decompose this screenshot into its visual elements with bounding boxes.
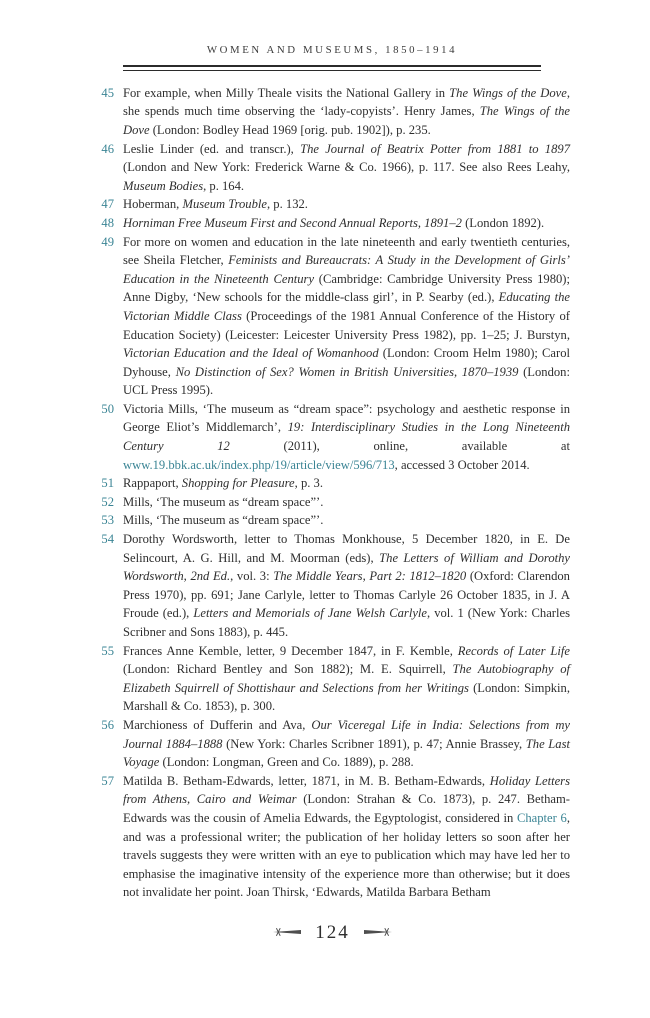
note-run: (London: UCL Press 1995). [123, 364, 570, 398]
endnote [95, 493, 570, 512]
note-text [123, 642, 570, 716]
note-text [123, 84, 570, 140]
note-run: (2011), online, available at [229, 439, 570, 454]
note-text [123, 474, 570, 493]
note-run: Mills, ‘The museum as “dream space”’. [123, 513, 324, 528]
note-number: 53 [101, 513, 114, 528]
note-run: For more on women and education in the late nineteenth and early twentieth centuries, see Sheila Fletcher, [123, 234, 570, 268]
note-run: (London: Croom Helm 1980); Carol Dyhouse, [123, 346, 571, 379]
note-number: 50 [101, 401, 114, 416]
page-number: 124 [315, 921, 350, 943]
note-number: 46 [101, 141, 114, 156]
endnote [95, 214, 570, 233]
italic-title: The Letters of William and Dorothy Wordsworth, 2nd Ed. [123, 550, 570, 584]
note-run: Rappaport, [123, 476, 182, 491]
italic-title: Victorian Education and the Ideal of Womanhood [123, 346, 379, 361]
endnote [95, 530, 570, 642]
note-run: Mills, ‘The museum as “dream space”’. [123, 494, 324, 509]
italic-title: The Wings of the Dove [123, 104, 570, 137]
note-run: (London: Richard Bentley and Son 1882); M. E. Squirrell, [123, 662, 453, 677]
note-number: 48 [101, 215, 114, 230]
endnote [95, 716, 570, 772]
note-run: (London: Longman, Green and Co. 1889), p. 288. [159, 755, 414, 770]
note-run: (Proceedings of the 1981 Annual Conference of the History of Education Society) (Leicester: Leicester University Press 1982), pp. 1–25; J. Burstyn, [123, 308, 570, 342]
note-text [123, 511, 570, 530]
italic-title: Letters and Memorials of Jane Welsh Carlyle [193, 606, 427, 621]
note-run: , p. 3. [294, 476, 323, 491]
note-run: (London: Strahan & Co. 1873), p. 247. Betham-Edwards was the cousin of Amelia Edwards, the Egyptologist, considered in [123, 792, 570, 825]
italic-title: The Middle Years, Part 2: 1812–1820 [273, 569, 467, 584]
italic-title: The Wings of the Dove [449, 85, 567, 100]
note-run: Hoberman, [123, 197, 183, 212]
endnote [95, 511, 570, 530]
note-run: Marchioness of Dufferin and Ava, [123, 717, 312, 732]
note-run: , p. 164. [203, 178, 245, 193]
note-run: (Cambridge: Cambridge University Press 1980); Anne Digby, ‘New schools for the middle-class girl’, in P. Searby (ed.), [123, 271, 570, 305]
note-run: Leslie Linder (ed. and transcr.), [123, 141, 301, 156]
note-number: 45 [101, 85, 114, 100]
note-text [123, 493, 570, 512]
note-text [123, 233, 570, 400]
note-text [123, 772, 570, 902]
endnote [95, 195, 570, 214]
italic-title: Educating the Victorian Middle Class [123, 290, 570, 323]
notes-list [95, 84, 570, 902]
inline-link[interactable]: Chapter 6 [516, 810, 567, 825]
note-run: Frances Anne Kemble, letter, 9 December 1847, in F. Kemble, [123, 643, 458, 658]
note-run: , and was a professional writer; the publication of her holiday letters so soon after her travels suggests they were written with an eye to publication which may have led her to emphasise the imaginative intensity of the experience more than otherwise; but it does not invalidate her point. Joan Thirsk, ‘Edwards, Matilda Barbara Betham [123, 810, 570, 900]
italic-title: Our Viceregal Life in India: Selections from my Journal 1884–1888 [123, 717, 570, 751]
header-double-rule [123, 65, 541, 71]
note-run: , vol. 3: [230, 569, 274, 584]
note-number: 49 [101, 234, 114, 249]
endnote [95, 140, 570, 196]
note-run: , she spends much time observing the ‘lady-copyists’. Henry James, [123, 85, 570, 119]
note-run: Matilda B. Betham-Edwards, letter, 1871, in M. B. Betham-Edwards, [123, 773, 490, 788]
endnote [95, 233, 570, 400]
note-run: Dorothy Wordsworth, letter to Thomas Monkhouse, 5 December 1820, in E. De Selincourt, A. G. Hill, and M. Moorman (eds), [123, 532, 570, 565]
note-text [123, 140, 570, 196]
note-number: 57 [101, 773, 114, 788]
note-text [123, 214, 570, 233]
note-number: 54 [101, 532, 114, 547]
italic-title: The Autobiography of Elizabeth Squirrell of Shottishaur and Selections from her Writings [123, 662, 571, 695]
italic-title: Records of Later Life [457, 643, 570, 658]
note-run: For example, when Milly Theale visits the National Gallery in [123, 85, 450, 100]
note-run: (London: Simpkin, Marshall & Co. 1853), p. 300. [123, 680, 570, 714]
italic-title: 19: Interdisciplinary Studies in the Long Nineteenth Century 12 [123, 420, 570, 454]
italic-title: Museum Trouble [182, 197, 267, 212]
italic-title: Holiday Letters from Athens, Cairo and Weimar [123, 773, 570, 807]
note-text [123, 400, 570, 474]
note-run: Victoria Mills, ‘The museum as “dream space”: psychology and aesthetic response in George Eliot’s Middlemarch’, [123, 401, 570, 435]
italic-title: No Distinction of Sex? Women in British Universities, 1870–1939 [175, 364, 519, 379]
note-run: (London 1892). [461, 215, 545, 230]
endnote [95, 474, 570, 493]
endnote [95, 642, 570, 716]
italic-title: Horniman Free Museum First and Second Annual Reports, 1891–2 [123, 215, 462, 230]
page-footer [95, 923, 570, 942]
note-number: 55 [101, 643, 114, 658]
note-number: 52 [101, 494, 114, 509]
running-head-row [123, 40, 541, 58]
note-number: 51 [101, 476, 114, 491]
italic-title: Museum Bodies [123, 178, 204, 193]
catchword-arrow-right-icon [363, 927, 393, 937]
note-text [123, 530, 570, 642]
note-number: 47 [101, 197, 114, 212]
note-run: , accessed 3 October 2014. [394, 457, 530, 472]
endnote [95, 84, 570, 140]
note-text [123, 716, 570, 772]
catchword-arrow-left-icon [272, 927, 302, 937]
endnote [95, 772, 570, 902]
italic-title: The Journal of Beatrix Potter from 1881 to 1897 [300, 141, 570, 156]
italic-title: The Last Voyage [123, 736, 570, 770]
italic-title: Shopping for Pleasure [181, 476, 295, 491]
note-run: (Oxford: Clarendon Press 1970), pp. 691; Jane Carlyle, letter to Thomas Carlyle 26 October 1835, in J. A Froude (ed.), [123, 569, 570, 621]
note-run: , vol. 1 (New York: Charles Scribner and Sons 1883), p. 445. [123, 606, 570, 640]
note-text [123, 195, 570, 214]
note-number: 56 [101, 717, 114, 732]
inline-link[interactable]: www.19.bbk.ac.uk/index.php/19/article/view/596/713 [123, 457, 395, 472]
italic-title: Feminists and Bureaucrats: A Study in the Development of Girls’ Education in the Nineteenth Century [123, 253, 570, 286]
running-head: WOMEN AND MUSEUMS, 1850–1914 [206, 44, 458, 56]
endnote [95, 400, 570, 474]
note-run: (London: Bodley Head 1969 [orig. pub. 1902]), p. 235. [149, 122, 431, 137]
note-run: , p. 132. [267, 197, 308, 212]
note-run: (London and New York: Frederick Warne & Co. 1966), p. 117. See also Rees Leahy, [123, 160, 570, 175]
note-run: (New York: Charles Scribner 1891), p. 47; Annie Brassey, [222, 736, 526, 751]
